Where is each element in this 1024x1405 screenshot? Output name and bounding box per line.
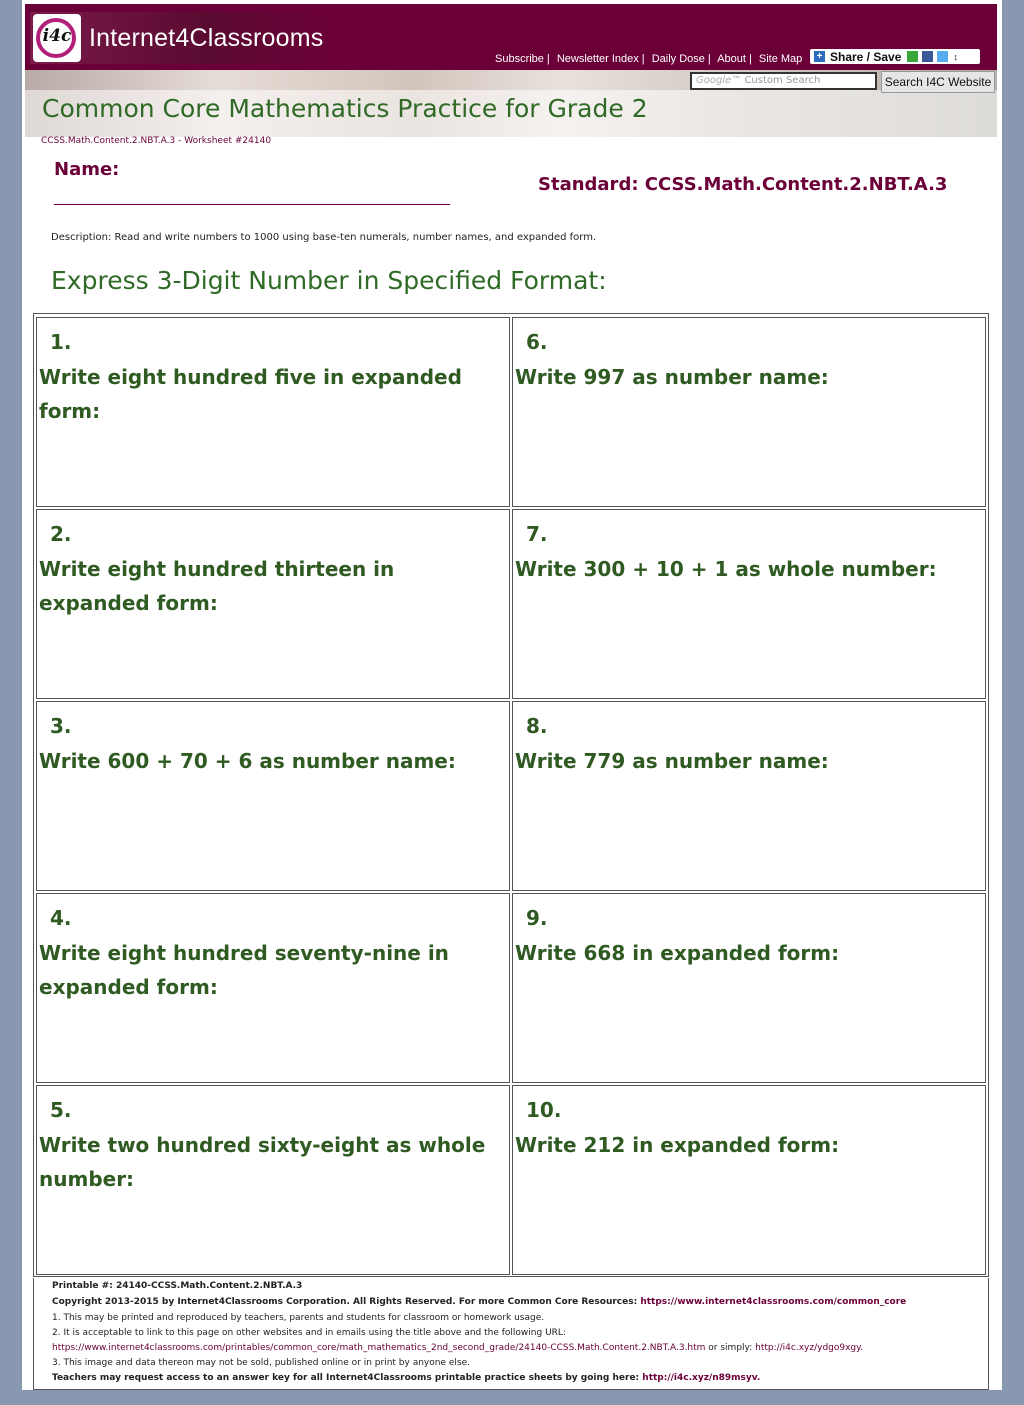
nav-daily-dose[interactable]: Daily Dose	[651, 53, 705, 65]
question-cell	[36, 509, 510, 699]
google-brand: Google	[696, 75, 732, 86]
site-logo[interactable]	[30, 12, 330, 64]
question-number: 10.	[526, 1098, 562, 1122]
question-number: 5.	[50, 1098, 72, 1122]
question-cell	[512, 317, 986, 507]
question-cell	[512, 1085, 986, 1275]
search-button[interactable]: Search I4C Website	[881, 71, 995, 93]
question-text: Write 300 + 10 + 1 as whole number:	[515, 557, 937, 581]
nav-separator: |	[546, 53, 550, 65]
question-cell	[512, 509, 986, 699]
nav-about[interactable]: About	[717, 53, 746, 65]
name-underline	[54, 204, 450, 205]
question-grid	[33, 313, 989, 1277]
teachers-note	[52, 1373, 760, 1383]
url-or-text: or simply:	[705, 1343, 756, 1353]
share-plus-icon: +	[814, 51, 825, 62]
nav-site-map[interactable]: Site Map	[758, 53, 803, 65]
question-cell	[36, 317, 510, 507]
question-text: Write eight hundred five in expanded form:	[39, 365, 462, 423]
search-placeholder: Custom Search	[744, 75, 821, 86]
search-input[interactable]: Google™ Custom Search	[690, 72, 877, 90]
short-url-link[interactable]: http://i4c.xyz/ydgo9xgy.	[755, 1343, 864, 1353]
question-text: Write 600 + 70 + 6 as number name:	[39, 749, 456, 773]
question-number: 6.	[526, 330, 548, 354]
printable-number: Printable #: 24140-CCSS.Math.Content.2.NBT.A.3	[52, 1281, 303, 1291]
section-title: Express 3-Digit Number in Specified Format:	[51, 266, 607, 295]
i4c-logo-icon	[33, 14, 81, 62]
hero-banner	[25, 70, 997, 137]
copyright-text: Copyright 2013-2015 by Internet4Classrooms Corporation. All Rights Reserved. For more Common Core Resources:	[52, 1297, 641, 1307]
nav-separator: |	[748, 53, 752, 65]
nav-separator: |	[707, 53, 711, 65]
email-share-icon	[907, 51, 918, 62]
description: Description: Read and write numbers to 1000 using base-ten numerals, number names, and expanded form.	[51, 232, 597, 243]
question-text: Write 668 in expanded form:	[515, 941, 840, 965]
usage-line-1: 1. This may be printed and reproduced by teachers, parents and students for classroom or homework usage.	[52, 1313, 545, 1323]
site-header	[25, 4, 997, 70]
nav-separator: |	[641, 53, 645, 65]
worksheet-page	[22, 0, 1002, 1390]
question-cell	[36, 701, 510, 891]
facebook-icon	[922, 51, 933, 62]
question-cell	[512, 701, 986, 891]
question-text: Write 997 as number name:	[515, 365, 829, 389]
question-number: 4.	[50, 906, 72, 930]
question-number: 8.	[526, 714, 548, 738]
share-label: Share / Save	[830, 49, 902, 64]
question-cell	[36, 893, 510, 1083]
copyright	[52, 1297, 906, 1307]
footer	[33, 1278, 989, 1390]
common-core-link[interactable]: https://www.internet4classrooms.com/common_core	[640, 1297, 907, 1307]
breadcrumb: CCSS.Math.Content.2.NBT.A.3 - Worksheet #24140	[41, 136, 272, 146]
question-cell	[36, 1085, 510, 1275]
share-save-button[interactable]	[810, 49, 980, 64]
name-label: Name:	[54, 159, 120, 180]
standard-label: Standard: CCSS.Math.Content.2.NBT.A.3	[538, 174, 948, 195]
usage-line-2: 2. It is acceptable to link to this page on other websites and in emails using the title above and the following URL:	[52, 1328, 566, 1338]
twitter-icon	[937, 51, 948, 62]
nav-subscribe[interactable]: Subscribe	[495, 53, 544, 65]
top-nav	[495, 53, 802, 65]
question-text: Write two hundred sixty-eight as whole number:	[39, 1133, 486, 1191]
url-line	[52, 1343, 863, 1353]
logo-text: Internet4Classrooms	[89, 23, 324, 52]
question-text: Write 212 in expanded form:	[515, 1133, 840, 1157]
question-text: Write eight hundred thirteen in expanded form:	[39, 557, 395, 615]
question-text: Write eight hundred seventy-nine in expanded form:	[39, 941, 449, 999]
page-title: Common Core Mathematics Practice for Grade 2	[42, 94, 648, 123]
worksheet-url-link[interactable]: https://www.internet4classrooms.com/printables/common_core/math_mathematics_2nd_second_grade/24140-CCSS.Math.Content.2.NBT.A.3.htm	[52, 1343, 706, 1353]
question-text: Write 779 as number name:	[515, 749, 829, 773]
nav-newsletter-index[interactable]: Newsletter Index	[556, 53, 639, 65]
answer-key-link[interactable]: http://i4c.xyz/n89msyv.	[642, 1373, 761, 1383]
chevron-updown-icon: ↕	[953, 51, 958, 62]
teachers-text: Teachers may request access to an answer key for all Internet4Classrooms printable practice sheets by going here:	[52, 1373, 643, 1383]
usage-line-3: 3. This image and data thereon may not be sold, published online or in print by anyone else.	[52, 1358, 470, 1368]
logo-mark: i4c	[42, 26, 72, 46]
question-number: 9.	[526, 906, 548, 930]
question-number: 7.	[526, 522, 548, 546]
question-number: 3.	[50, 714, 72, 738]
question-number: 2.	[50, 522, 72, 546]
question-number: 1.	[50, 330, 72, 354]
question-cell	[512, 893, 986, 1083]
